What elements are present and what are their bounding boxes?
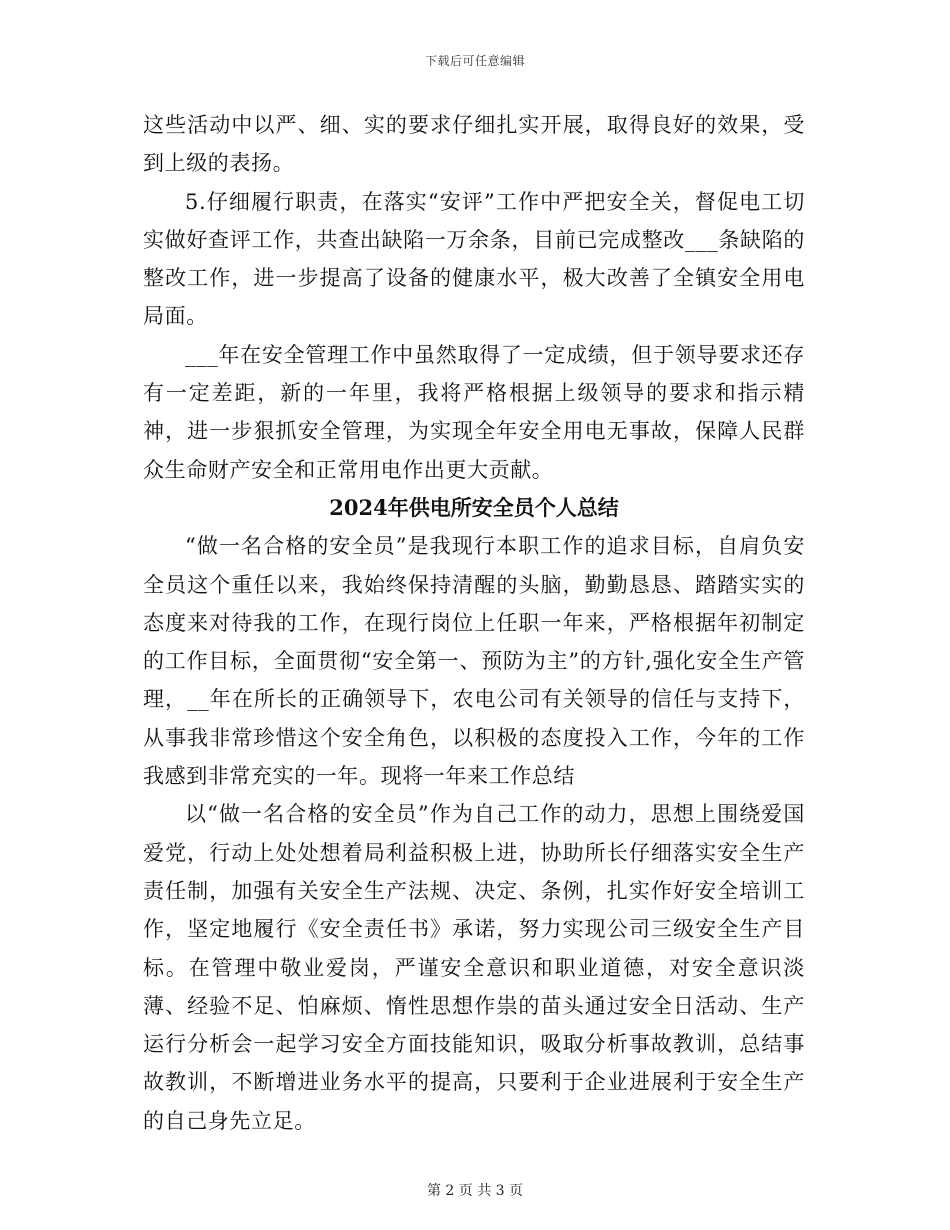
paragraph-continuation: 这些活动中以严、细、实的要求仔细扎实开展，取得良好的效果，受到上级的表扬。 (143, 113, 805, 176)
document-body (143, 106, 805, 1140)
section-title: 2024年供电所安全员个人总结 (329, 494, 619, 520)
page-header-note: 下载后可任意编辑 (424, 54, 525, 68)
paragraph-conclusion: ___年在安全管理工作中虽然取得了一定成绩，但于领导要求还存有一定差距，新的一年里，我将严格根据上级领导的要求和指示精神，进一步狠抓安全管理，为实现全年安全用电无事故，保障人民群众生命财产安全和正常用电作出更大贡献。 (143, 342, 805, 482)
paragraph-item-5: 5.仔细履行职责，在落实“安评”工作中严把安全关，督促电工切实做好查评工作，共查出缺陷一万余条，目前已完成整改___条缺陷的整改工作，进一步提高了设备的健康水平，极大改善了全镇安全用电局面。 (143, 189, 805, 329)
paragraph-intro: “做一名合格的安全员”是我现行本职工作的追求目标，自肩负安全员这个重任以来，我始终保持清醒的头脑，勤勤恳恳、踏踏实实的态度来对待我的工作，在现行岗位上任职一年来，严格根据年初制定的工作目标，全面贯彻“安全第一、预防为主”的方针,强化安全生产管理，__年在所长的正确领导下，农电公司有关领导的信任与支持下，从事我非常珍惜这个安全角色，以积极的态度投入工作，今年的工作我感到非常充实的一年。现将一年来工作总结 (143, 534, 805, 789)
paragraph-body: 以“做一名合格的安全员”作为自己工作的动力，思想上围绕爱国爱党，行动上处处想着局利益积极上进，协助所长仔细落实安全生产责任制，加强有关安全生产法规、决定、条例，扎实作好安全培训工作，坚定地履行《安全责任书》承诺，努力实现公司三级安全生产目标。在管理中敬业爱岗，严谨安全意识和职业道德，对安全意识淡薄、经验不足、怕麻烦、惰性思想作祟的苗头通过安全日活动、生产运行分析会一起学习安全方面技能知识，吸取分析事故教训，总结事故教训，不断增进业务水平的提高，只要利于企业进展利于安全生产的自己身先立足。 (143, 802, 805, 1133)
page-number: 第 2 页 共 3 页 (426, 1183, 524, 1199)
